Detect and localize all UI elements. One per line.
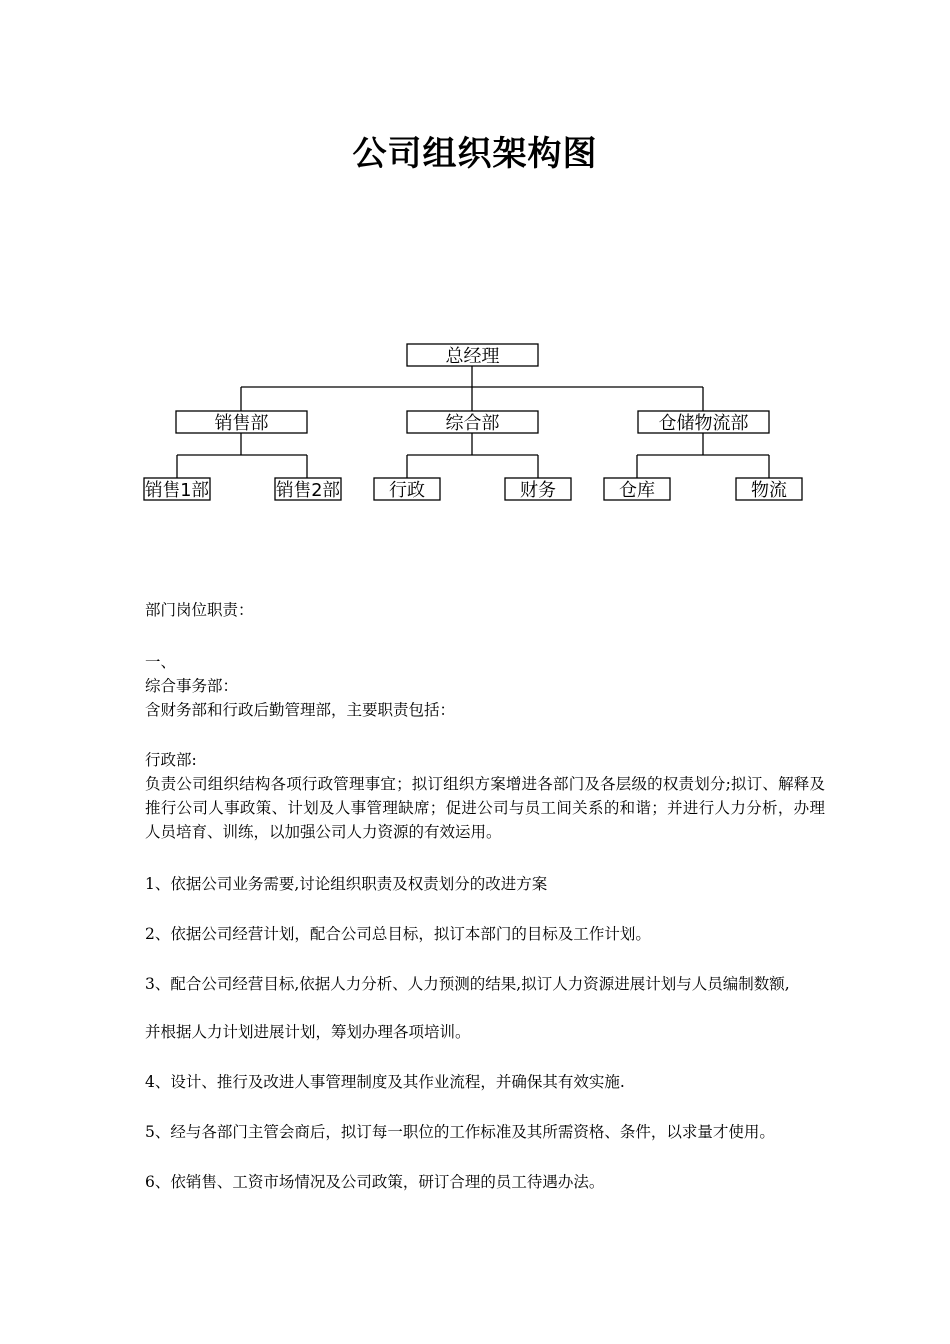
- page-title: 公司组织架构图: [352, 134, 598, 174]
- sub-section-title: 行政部:: [145, 751, 197, 769]
- org-node-label: 销售部: [214, 413, 269, 434]
- list-item: 4、设计、推行及改进人事管理制度及其作业流程，并确保其有效实施.: [145, 1073, 625, 1091]
- org-node-dept-sales: [176, 411, 307, 434]
- org-node-dept-logistics: [638, 411, 769, 434]
- org-node-label: 仓储物流部: [658, 413, 749, 434]
- org-node-top-label: 总经理: [445, 346, 500, 367]
- list-item: 并根据人力计划进展计划，筹划办理各项培训。: [145, 1023, 471, 1041]
- org-node-logistics: [736, 478, 802, 501]
- org-node-top: [407, 344, 538, 367]
- org-node-label: 销售2部: [276, 480, 340, 501]
- org-node-label: 行政: [389, 480, 425, 501]
- section-title: 综合事务部：: [145, 677, 239, 695]
- section-number: 一、: [145, 653, 177, 671]
- list-item: 3、配合公司经营目标,依据人力分析、人力预测的结果,拟订人力资源进展计划与人员编制数额,: [145, 975, 790, 993]
- org-node-label: 销售1部: [145, 480, 209, 501]
- list-item: 5、经与各部门主管会商后，拟订每一职位的工作标准及其所需资格、条件，以求量才使用。: [145, 1123, 775, 1141]
- org-node-label: 物流: [751, 480, 787, 501]
- sub-section-description: 负责公司组织结构各项行政管理事宜；拟订组织方案增进各部门及各层级的权责划分;拟订、解释及推行公司人事政策、计划及人事管理缺席；促进公司与员工间关系的和谐；并进行人力分析，办理人员培育、训练，以加强公司人力资源的有效运用。: [145, 775, 825, 841]
- org-node-dept-general: [407, 411, 538, 434]
- responsibilities-heading: 部门岗位职责：: [145, 601, 254, 619]
- org-node-finance: [505, 478, 571, 501]
- org-node-label: 财务: [520, 480, 556, 501]
- org-chart: [0, 0, 950, 520]
- org-node-label: 综合部: [445, 413, 500, 434]
- list-item: 2、依据公司经营计划，配合公司总目标，拟订本部门的目标及工作计划。: [145, 925, 651, 943]
- org-node-sales-1: [144, 478, 210, 501]
- section-description: 含财务部和行政后勤管理部，主要职责包括：: [145, 701, 456, 719]
- org-node-sales-2: [275, 478, 341, 501]
- org-node-label: 仓库: [619, 480, 655, 501]
- list-item: 1、依据公司业务需要,讨论组织职责及权责划分的改进方案: [145, 875, 548, 893]
- org-node-warehouse: [604, 478, 670, 501]
- org-node-admin: [374, 478, 440, 501]
- list-item: 6、依销售、工资市场情况及公司政策，研订合理的员工待遇办法。: [145, 1173, 605, 1191]
